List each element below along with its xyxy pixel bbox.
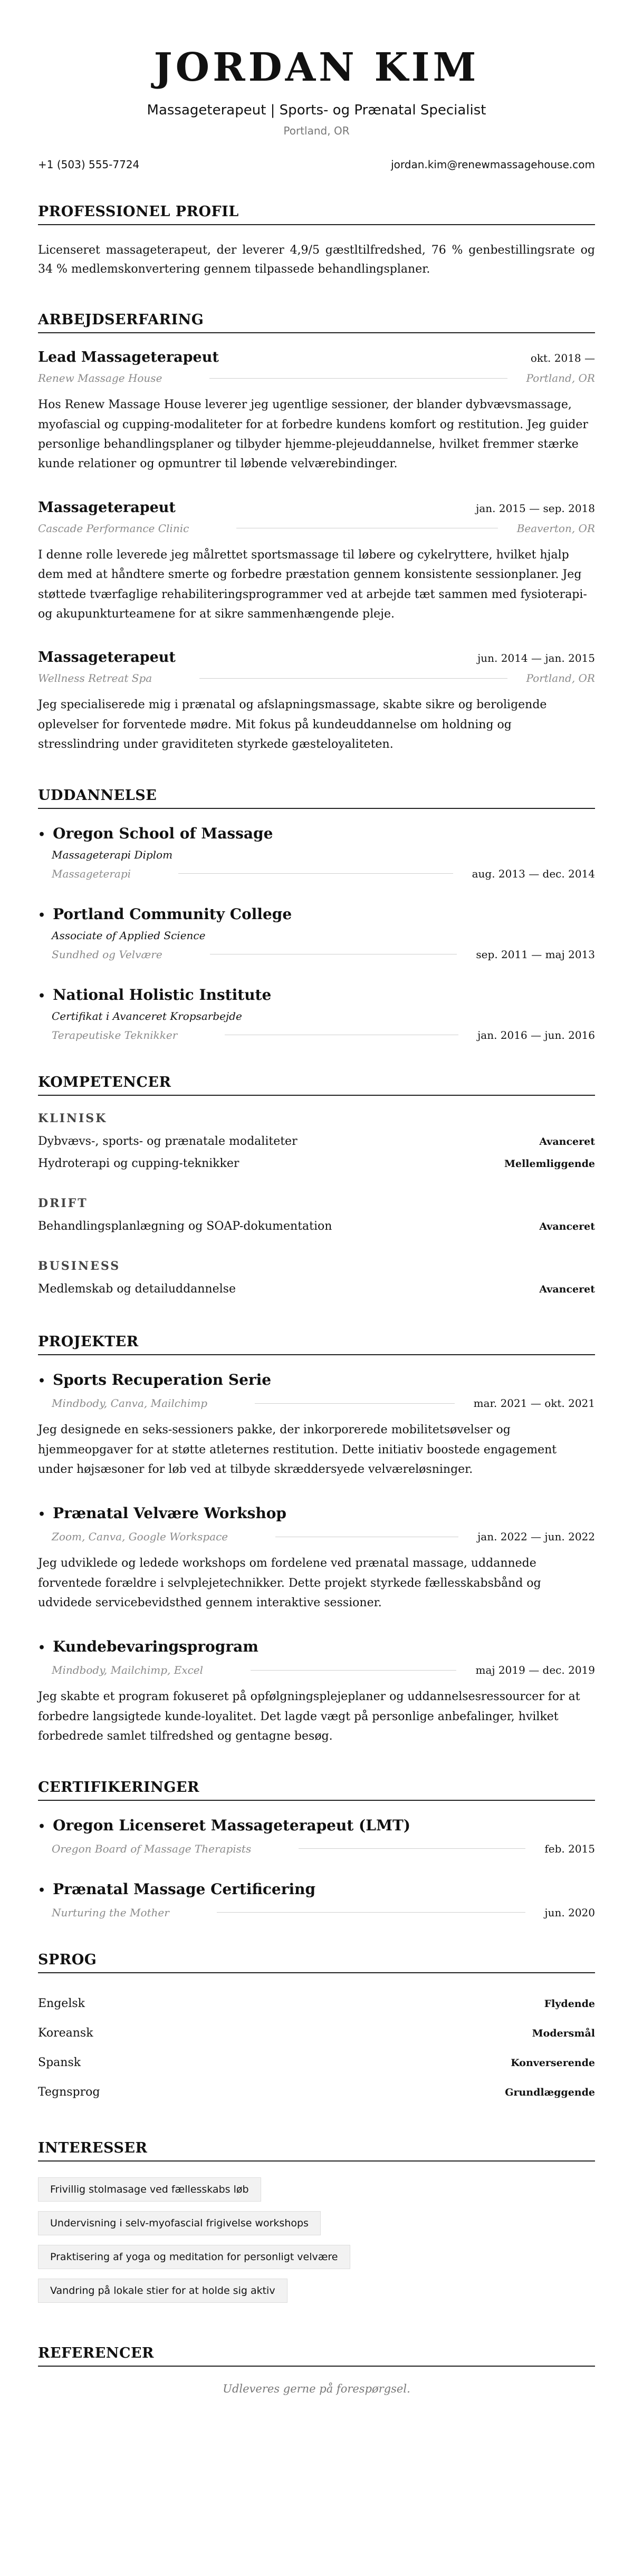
divider	[251, 1670, 456, 1671]
section-languages	[38, 1952, 595, 2107]
certification-issuer: Nurturing the Mother	[52, 1906, 169, 1919]
interest-tag: Vandring på lokale stier for at holde sig aktiv	[38, 2279, 287, 2303]
interest-tag: Undervisning i selv-myofascial frigivelse workshops	[38, 2211, 321, 2235]
section-title: SPROG	[38, 1952, 595, 1973]
degree: Certifikat i Avanceret Kropsarbejde	[52, 1009, 242, 1022]
skill-row	[38, 1278, 595, 1301]
section-profile	[38, 204, 595, 279]
education-dates: jan. 2016 — jun. 2016	[477, 1028, 595, 1041]
skill-name: Medlemskab og detailuddannelse	[38, 1282, 236, 1296]
language-level: Flydende	[544, 1998, 595, 2010]
project-dates: mar. 2021 — okt. 2021	[473, 1397, 595, 1410]
certification-entry	[38, 1817, 595, 1855]
project-entry	[38, 1371, 595, 1479]
skill-level: Avanceret	[539, 1221, 595, 1233]
job-title: Massageterapeut	[38, 649, 176, 666]
certification-name: Prænatal Massage Certificering	[53, 1880, 316, 1898]
divider	[209, 378, 507, 379]
skill-row	[38, 1215, 595, 1238]
degree: Massageterapi Diplom	[52, 848, 173, 861]
project-entry	[38, 1504, 595, 1613]
job-description: Jeg specialiserede mig i prænatal og afslapningsmassage, skabte sikre og beroligende oplevelser for forventede mødre. Mit fokus på kundeuddannelse om holdning og stresslindring under graviditeten styrkede gæsteloyaliteten.	[38, 698, 547, 751]
language-row	[38, 2019, 595, 2048]
language-level: Modersmål	[532, 2027, 595, 2039]
section-experience	[38, 312, 595, 754]
divider	[299, 1848, 525, 1849]
job-description: Hos Renew Massage House leverer jeg ugentlige sessioner, der blander dybvævsmassage, myofascial og cupping-modaliteter for at forbedre kundens komfort og restitution. Jeg guider personlige behandlingsplaner og tilbyder hjemme-plejeuddannelse, hvilket fremmer stærke kunde relationer og opmuntrer til løbende velværebindinger.	[38, 398, 588, 471]
bullet-icon: •	[38, 1374, 46, 1388]
section-certifications	[38, 1779, 595, 1919]
bullet-icon: •	[38, 908, 46, 922]
bullet-icon: •	[38, 1819, 46, 1834]
section-references	[38, 2345, 595, 2395]
skill-level: Avanceret	[539, 1135, 595, 1147]
bullet-icon: •	[38, 1641, 46, 1655]
project-tools: Mindbody, Mailchimp, Excel	[52, 1664, 204, 1677]
section-title: REFERENCER	[38, 2345, 595, 2367]
skill-name: Hydroterapi og cupping-teknikker	[38, 1157, 239, 1171]
certification-entry	[38, 1880, 595, 1919]
skill-group	[38, 1112, 595, 1176]
project-tools: Mindbody, Canva, Mailchimp	[52, 1397, 208, 1410]
language-name: Spansk	[38, 2056, 81, 2069]
project-entry	[38, 1638, 595, 1746]
contact-row	[38, 158, 595, 171]
divider	[199, 678, 507, 679]
interest-tags	[38, 2177, 595, 2312]
language-row	[38, 1989, 595, 2019]
education-entry	[38, 986, 595, 1041]
job-title: Lead Massageterapeut	[38, 349, 219, 366]
divider	[178, 873, 453, 874]
field-of-study: Massageterapi	[52, 867, 131, 880]
email: jordan.kim@renewmassagehouse.com	[391, 158, 595, 171]
certification-issuer: Oregon Board of Massage Therapists	[52, 1842, 252, 1855]
bullet-icon: •	[38, 827, 46, 842]
interest-tag: Praktisering af yoga og meditation for personligt velvære	[38, 2245, 350, 2269]
skill-level: Avanceret	[539, 1284, 595, 1296]
bullet-icon: •	[38, 989, 46, 1003]
job-title: Massageterapeut	[38, 499, 176, 516]
location: Portland, OR	[283, 124, 350, 137]
project-name: Kundebevaringsprogram	[53, 1638, 258, 1656]
field-of-study: Terapeutiske Teknikker	[52, 1028, 178, 1041]
section-title: PROJEKTER	[38, 1334, 595, 1355]
job-dates: jan. 2015 — sep. 2018	[476, 501, 595, 515]
job-dates: okt. 2018 —	[530, 352, 595, 365]
section-projects	[38, 1334, 595, 1747]
field-of-study: Sundhed og Velvære	[52, 948, 162, 961]
section-title: CERTIFIKERINGER	[38, 1779, 595, 1801]
skill-name: Behandlingsplanlægning og SOAP-dokumentation	[38, 1220, 332, 1233]
skill-category: DRIFT	[38, 1197, 88, 1211]
job-entry	[38, 499, 595, 624]
skill-level: Mellemliggende	[504, 1158, 595, 1170]
project-description: Jeg skabte et program fokuseret på opfølgningsplejeplaner og uddannelsesressourcer for at forbedre langsigtede kunde-loyalitet. Det lagde vægt på personlige anbefalinger, hvilket forbedrede samlet tilfredshed og gentagne besøg.	[38, 1690, 580, 1743]
job-dates: jun. 2014 — jan. 2015	[477, 652, 595, 665]
certification-date: jun. 2020	[544, 1906, 595, 1919]
job-location: Portland, OR	[526, 672, 595, 685]
certification-name: Oregon Licenseret Massageterapeut (LMT)	[53, 1816, 411, 1834]
job-entry	[38, 349, 595, 474]
job-description: I denne rolle leverede jeg målrettet sportsmassage til løbere og cykelryttere, hvilket hjalp dem med at håndtere smerte og forbedre præstation gennem konsistente sessionplaner. Jeg støttede tværfaglige rehabiliteringsprogrammer ved at arbejde tæt sammen med fysioterapi- og akupunkturteamene for at sikre sammenhængende pleje.	[38, 548, 587, 621]
education-dates: sep. 2011 — maj 2013	[476, 948, 595, 961]
project-name: Sports Recuperation Serie	[53, 1371, 272, 1389]
certification-date: feb. 2015	[544, 1842, 595, 1855]
skill-row	[38, 1131, 595, 1153]
project-dates: jan. 2022 — jun. 2022	[477, 1530, 595, 1543]
skill-group	[38, 1197, 595, 1238]
section-title: UDDANNELSE	[38, 787, 595, 809]
school-name: Portland Community College	[53, 905, 292, 923]
references-text: Udleveres gerne på forespørgsel.	[223, 2382, 410, 2396]
project-description: Jeg designede en seks-sessioners pakke, der inkorporerede mobilitetsøvelser og hjemmeopgaver for at støtte atleternes restitution. Dette initiativ boostede engagement under højsæsoner for løb ved at tilbyde skræddersyede velværeløsninger.	[38, 1423, 557, 1476]
divider	[217, 1912, 526, 1913]
section-skills	[38, 1074, 595, 1301]
school-name: Oregon School of Massage	[53, 824, 273, 842]
education-entry	[38, 905, 595, 961]
job-company: Renew Massage House	[38, 372, 162, 385]
job-location: Portland, OR	[526, 372, 595, 385]
language-name: Engelsk	[38, 1996, 85, 2010]
project-name: Prænatal Velvære Workshop	[53, 1504, 286, 1522]
language-row	[38, 2048, 595, 2078]
school-name: National Holistic Institute	[53, 986, 272, 1004]
education-dates: aug. 2013 — dec. 2014	[472, 867, 595, 880]
job-entry	[38, 649, 595, 754]
language-name: Tegnsprog	[38, 2085, 100, 2099]
language-level: Konverserende	[511, 2057, 595, 2069]
education-entry	[38, 825, 595, 880]
phone: +1 (503) 555-7724	[38, 158, 140, 171]
divider	[255, 1403, 455, 1404]
bullet-icon: •	[38, 1883, 46, 1897]
project-description: Jeg udviklede og ledede workshops om fordelene ved prænatal massage, uddannede forventede forældre i selvplejetechnikker. Dette projekt styrkede fællesskabsbånd og udvidede servicebevidsthed gennem interaktive sessioner.	[38, 1557, 541, 1610]
section-education	[38, 787, 595, 1041]
skill-category: KLINISK	[38, 1111, 108, 1125]
job-company: Cascade Performance Clinic	[38, 522, 189, 535]
resume-header	[38, 47, 595, 137]
project-tools: Zoom, Canva, Google Workspace	[52, 1530, 228, 1543]
headline: Massageterapeut | Sports- og Prænatal Specialist	[147, 102, 486, 118]
interest-tag: Frivillig stolmasage ved fællesskabs løb	[38, 2177, 261, 2202]
skill-group	[38, 1259, 595, 1301]
section-title: INTERESSER	[38, 2140, 595, 2162]
section-title: ARBEJDSERFARING	[38, 312, 595, 333]
person-name: JORDAN KIM	[154, 45, 479, 90]
job-location: Beaverton, OR	[516, 522, 595, 535]
profile-text: Licenseret massageterapeut, der leverer 4,9/5 gæstltilfredshed, 76 % genbestillingsrate og 34 % medlemskonvertering gennem tilpassede behandlingsplaner.	[38, 243, 595, 276]
skill-name: Dybvævs-, sports- og prænatale modaliteter	[38, 1134, 298, 1148]
job-company: Wellness Retreat Spa	[38, 672, 152, 685]
bullet-icon: •	[38, 1508, 46, 1522]
project-dates: maj 2019 — dec. 2019	[475, 1664, 595, 1677]
section-title: KOMPETENCER	[38, 1074, 595, 1096]
language-level: Grundlæggende	[505, 2086, 595, 2098]
skill-row	[38, 1153, 595, 1175]
section-title: PROFESSIONEL PROFIL	[38, 204, 595, 225]
language-name: Koreansk	[38, 2026, 93, 2040]
language-row	[38, 2078, 595, 2107]
section-interests	[38, 2140, 595, 2312]
skill-category: BUSINESS	[38, 1259, 121, 1273]
degree: Associate of Applied Science	[52, 929, 206, 942]
